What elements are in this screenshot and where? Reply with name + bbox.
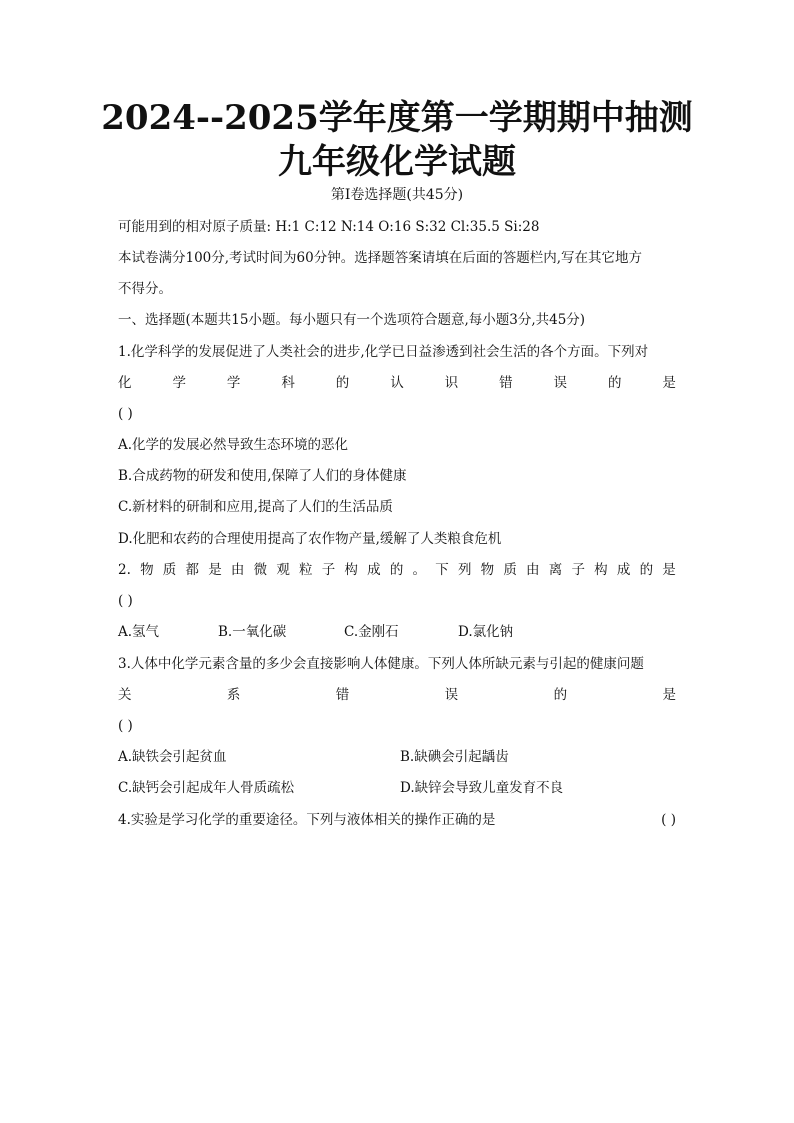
q2-char: 构 xyxy=(344,562,358,578)
q3-option-a: A.缺铁会引起贫血 xyxy=(118,749,227,765)
q2-char: 是 xyxy=(662,562,676,578)
q2-char: 粒 xyxy=(299,562,313,578)
q3-option-d: D.缺锌会导致儿童发育不良 xyxy=(400,780,564,796)
q2-char: 成 xyxy=(616,562,631,578)
q3-char: 错 xyxy=(335,687,350,703)
q1-char: 是 xyxy=(662,375,676,391)
q1-char: 的 xyxy=(335,375,350,391)
q3-answer-paren: ( ) xyxy=(118,718,133,734)
q2-char: 物 xyxy=(140,562,154,578)
q2-answer-paren: ( ) xyxy=(118,593,133,609)
q2-option-c: C.金刚石 xyxy=(344,624,399,640)
q2-char: 子 xyxy=(571,562,585,578)
q2-char: 是 xyxy=(208,562,222,578)
q3-stem-line2 xyxy=(118,684,676,706)
q1-option-a: A.化学的发展必然导致生态环境的恶化 xyxy=(118,437,349,453)
q2-char: 离 xyxy=(548,562,563,578)
q2-char: 微 xyxy=(253,562,268,578)
q2-char: 质 xyxy=(503,562,517,578)
q3-stem-line1: 3.人体中化学元素含量的多少会直接影响人体健康。下列人体所缺元素与引起的健康问题 xyxy=(118,656,644,672)
q1-char: 学 xyxy=(172,375,186,391)
q4-stem-line1 xyxy=(118,809,676,831)
q2-char: 由 xyxy=(526,562,540,578)
q3-char: 是 xyxy=(662,687,676,703)
q2-char: 2. xyxy=(118,562,131,578)
q2-char: 观 xyxy=(276,562,290,578)
q4-stem-text: 4.实验是学习化学的重要途径。下列与液体相关的操作正确的是 xyxy=(118,812,496,828)
q2-char: 成 xyxy=(367,562,381,578)
q3-char: 系 xyxy=(226,687,241,703)
instructions-line-2: 不得分。 xyxy=(118,281,172,297)
q1-answer-paren: ( ) xyxy=(118,406,133,422)
q3-char: 的 xyxy=(553,687,568,703)
q1-char: 化 xyxy=(118,375,132,391)
q2-option-b: B.一氧化碳 xyxy=(218,624,287,640)
q2-char: 由 xyxy=(230,562,245,578)
exam-title-line2: 九年级化学试题 xyxy=(278,142,516,182)
section-title: 第Ⅰ卷选择题(共45分) xyxy=(330,187,464,203)
q2-option-a: A.氢气 xyxy=(118,624,160,640)
q3-option-c: C.缺钙会引起成年人骨质疏松 xyxy=(118,780,295,796)
q1-stem-line2 xyxy=(118,372,676,394)
q1-char: 认 xyxy=(390,375,404,391)
q3-char: 关 xyxy=(118,687,132,703)
atomic-mass-line: 可能用到的相对原子质量: H:1 C:12 N:14 O:16 S:32 Cl:35.5 Si:28 xyxy=(118,219,540,235)
q2-char: 构 xyxy=(594,562,608,578)
instructions-line-1: 本试卷满分100分,考试时间为60分钟。选择题答案请填在后面的答题栏内,写在其它地方 xyxy=(118,250,643,266)
q2-char: 的 xyxy=(389,562,404,578)
q2-char: 质 xyxy=(162,562,177,578)
q1-option-d: D.化肥和农药的合理使用提高了农作物产量,缓解了人类粮食危机 xyxy=(118,531,502,547)
q1-char: 错 xyxy=(499,375,513,391)
q1-stem-line1: 1.化学科学的发展促进了人类社会的进步,化学已日益渗透到社会生活的各个方面。下列对 xyxy=(118,344,649,360)
q1-char: 识 xyxy=(444,375,459,391)
q2-char: 都 xyxy=(185,562,199,578)
q1-option-c: C.新材料的研制和应用,提高了人们的生活品质 xyxy=(118,499,393,515)
q1-char: 的 xyxy=(607,375,622,391)
part1-heading: 一、选择题(本题共15小题。每小题只有一个选项符合题意,每小题3分,共45分) xyxy=(118,312,586,328)
q2-stem-line1 xyxy=(118,559,676,581)
q2-char: 的 xyxy=(639,562,654,578)
q1-char: 科 xyxy=(281,375,295,391)
q1-char: 学 xyxy=(226,375,241,391)
q2-char: 物 xyxy=(480,562,495,578)
q3-char: 误 xyxy=(444,687,459,703)
q1-char: 误 xyxy=(553,375,567,391)
q2-char: 子 xyxy=(321,562,336,578)
q4-answer-paren: ( ) xyxy=(661,812,676,828)
q2-char: 。 xyxy=(412,562,427,578)
q3-option-b: B.缺碘会引起龋齿 xyxy=(400,749,509,765)
q2-char: 下 xyxy=(435,562,449,578)
q1-option-b: B.合成药物的研发和使用,保障了人们的身体健康 xyxy=(118,468,407,484)
q2-option-d: D.氯化钠 xyxy=(458,624,514,640)
exam-title-line1: 2024--2025学年度第一学期期中抽测 xyxy=(101,98,693,138)
q2-char: 列 xyxy=(457,562,472,578)
